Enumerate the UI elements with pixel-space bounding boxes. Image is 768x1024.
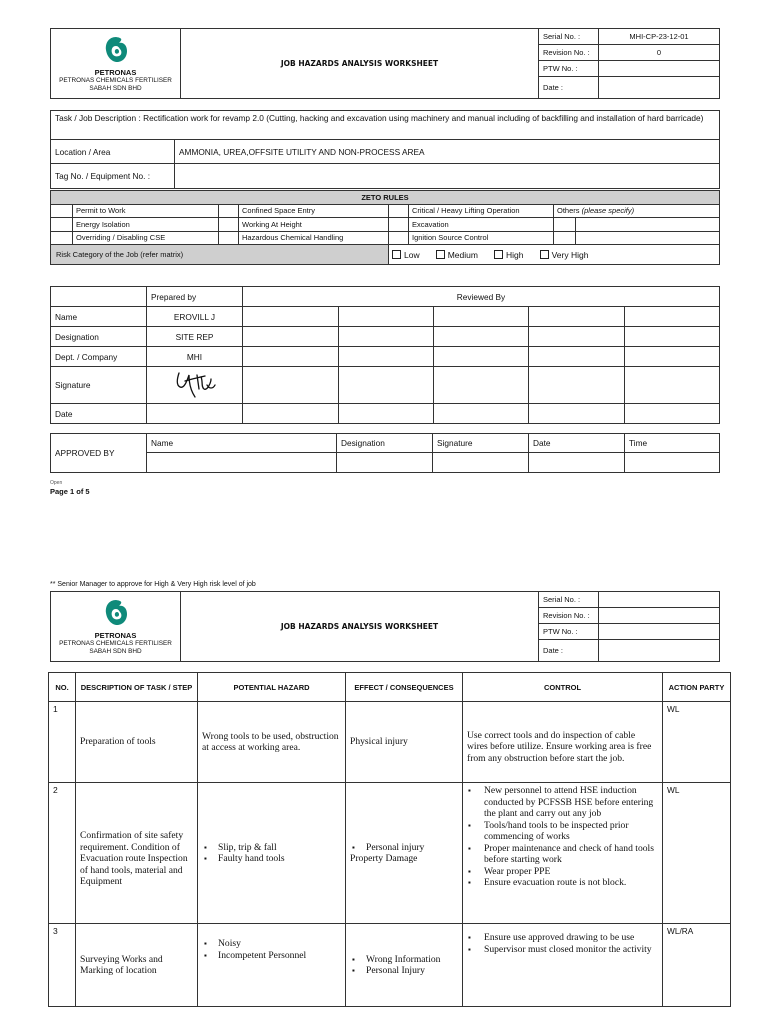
page1-header (50, 28, 720, 99)
risk-option-medium[interactable] (436, 250, 478, 260)
control-item: ▪ Ensure evacuation route is not block. (467, 877, 658, 889)
effect-cell (346, 924, 463, 1007)
ptw-label: PTW No. : (539, 61, 599, 77)
logo-brand-text: PETRONAS (94, 67, 137, 77)
approved-cell[interactable] (147, 453, 337, 473)
effect-cell: Physical injury (346, 702, 463, 783)
zeto-checkbox[interactable] (554, 231, 576, 245)
control-item: ▪ Tools/hand tools to be inspected prior commencing of works (467, 820, 658, 843)
risk-category-options (389, 245, 720, 265)
serial-value: MHI-CP-23-12-01 (599, 29, 720, 45)
approval-note: ** Senior Manager to approve for High & Very High risk level of job (50, 581, 256, 588)
reviewer-cell[interactable] (625, 347, 720, 367)
prepared-name-value: EROVILL J (147, 307, 243, 327)
reviewer-cell[interactable] (625, 327, 720, 347)
zeto-checkbox[interactable] (389, 204, 409, 218)
reviewed-by-header: Reviewed By (243, 287, 720, 307)
zeto-checkbox[interactable] (554, 218, 576, 232)
zeto-rule-others (554, 204, 720, 218)
location-value: AMMONIA, UREA,OFFSITE UTILITY AND NON-PROCESS AREA (175, 140, 720, 164)
row-number: 1 (49, 702, 76, 783)
revision-value: 0 (599, 45, 720, 61)
checkbox-icon (436, 250, 445, 259)
prepared-date-value[interactable] (147, 404, 243, 424)
zeto-others-note: (please specify) (581, 206, 635, 216)
reviewer-cell[interactable] (339, 404, 434, 424)
control-cell: Use correct tools and do inspection of cable wires before utilize. Ensure working area is free from any obstruction before start the job. (463, 702, 663, 783)
page2-header (50, 591, 720, 662)
zeto-rule: Permit to Work (73, 204, 219, 218)
hazard-cell (198, 924, 346, 1007)
zeto-checkbox[interactable] (219, 204, 239, 218)
zeto-rule: Hazardous Chemical Handling (239, 231, 389, 245)
checkbox-icon (494, 250, 503, 259)
designation-label: Designation (51, 327, 147, 347)
risk-option-low[interactable] (392, 250, 420, 260)
task-block (50, 110, 720, 189)
hazard-item: ▪ Faulty hand tools (202, 853, 341, 865)
zeto-row (51, 204, 720, 218)
reviewer-cell[interactable] (339, 327, 434, 347)
company-logo-block (51, 29, 181, 99)
action-party-cell: WL (663, 783, 731, 924)
handwritten-signature-icon (171, 367, 219, 401)
zeto-title: ZETO RULES (51, 191, 720, 205)
approved-cell[interactable] (625, 453, 720, 473)
reviewer-cell[interactable] (434, 307, 529, 327)
control-cell (463, 924, 663, 1007)
zeto-rules-table (50, 190, 720, 265)
zeto-rule: Overriding / Disabling CSE (73, 231, 219, 245)
risk-option-high[interactable] (494, 250, 523, 260)
table-row (49, 924, 731, 1007)
company-logo-block (51, 592, 181, 662)
revision-label: Revision No. : (539, 45, 599, 61)
ptw-value (599, 624, 720, 640)
logo-brand-text: PETRONAS (94, 630, 137, 640)
reviewer-cell[interactable] (529, 327, 625, 347)
classification-label: Open (50, 480, 63, 486)
zeto-rule (576, 218, 720, 232)
location-label: Location / Area (51, 140, 175, 164)
dept-label: Dept. / Company (51, 347, 147, 367)
date-label: Date : (539, 640, 599, 662)
approved-cell[interactable] (337, 453, 433, 473)
corner-cell (51, 287, 147, 307)
zeto-checkbox[interactable] (219, 231, 239, 245)
control-item: ▪ Supervisor must closed monitor the activity (467, 944, 658, 956)
hazard-item: ▪ Noisy (202, 938, 341, 950)
reviewer-cell[interactable] (243, 367, 339, 404)
zeto-rule (576, 231, 720, 245)
revision-label: Revision No. : (539, 608, 599, 624)
zeto-rule: Energy Isolation (73, 218, 219, 232)
company-name-line2: SABAH SDN BHD (89, 647, 142, 655)
zeto-rule: Ignition Source Control (409, 231, 554, 245)
company-name-line1: PETRONAS CHEMICALS FERTILISER (59, 76, 172, 84)
col-header-action-party: ACTION PARTY (663, 673, 731, 702)
zeto-checkbox[interactable] (389, 218, 409, 232)
company-name-line2: SABAH SDN BHD (89, 84, 142, 92)
col-header-control: CONTROL (463, 673, 663, 702)
approved-cell[interactable] (529, 453, 625, 473)
reviewer-cell[interactable] (434, 347, 529, 367)
approved-col-designation: Designation (337, 434, 433, 453)
zeto-row (51, 218, 720, 232)
row-number: 2 (49, 783, 76, 924)
page-title: JOB HAZARDS ANALYSIS WORKSHEET (181, 29, 539, 99)
reviewer-cell[interactable] (529, 404, 625, 424)
risk-category-label: Risk Category of the Job (refer matrix) (51, 245, 389, 265)
approved-col-name: Name (147, 434, 337, 453)
petronas-logo-icon (101, 35, 131, 65)
company-name-line1: PETRONAS CHEMICALS FERTILISER (59, 639, 172, 647)
task-cell: Preparation of tools (76, 702, 198, 783)
zeto-rule: Excavation (409, 218, 554, 232)
checkbox-icon (540, 250, 549, 259)
date-value (599, 77, 720, 99)
tag-value (175, 164, 720, 189)
date-value (599, 640, 720, 662)
prepared-reviewed-table (50, 286, 720, 424)
reviewer-cell[interactable] (434, 404, 529, 424)
effect-cell (346, 783, 463, 924)
zeto-checkbox[interactable] (51, 231, 73, 245)
zeto-checkbox[interactable] (51, 204, 73, 218)
col-header-effect: EFFECT / CONSEQUENCES (346, 673, 463, 702)
col-header-hazard: POTENTIAL HAZARD (198, 673, 346, 702)
action-party-cell: WL/RA (663, 924, 731, 1007)
table-row (49, 702, 731, 783)
prepared-dept-value: MHI (147, 347, 243, 367)
effect-item: ▪ Personal injury (350, 842, 458, 854)
hazard-item: ▪ Incompetent Personnel (202, 950, 341, 962)
row-number: 3 (49, 924, 76, 1007)
zeto-others-label: Others (557, 206, 580, 216)
action-party-cell: WL (663, 702, 731, 783)
hazard-cell (198, 783, 346, 924)
reviewer-cell[interactable] (243, 404, 339, 424)
tag-label: Tag No. / Equipment No. : (51, 164, 175, 189)
reviewer-cell[interactable] (434, 367, 529, 404)
col-header-task: DESCRIPTION OF TASK / STEP (76, 673, 198, 702)
zeto-rule: Critical / Heavy Lifting Operation (409, 204, 554, 218)
task-cell: Confirmation of site safety requirement. Condition of Evacuation route Inspection of hand tools, material and Equipment (76, 783, 198, 924)
effect-extra: Property Damage (350, 853, 418, 864)
control-item: ▪ New personnel to attend HSE induction conducted by PCFSSB HSE before entering the plant and carry out any job (467, 785, 658, 820)
reviewer-cell[interactable] (243, 327, 339, 347)
risk-option-very-high[interactable] (540, 250, 589, 260)
approved-cell[interactable] (433, 453, 529, 473)
hazard-item: ▪ Slip, trip & fall (202, 842, 341, 854)
ptw-value (599, 61, 720, 77)
approved-col-time: Time (625, 434, 720, 453)
serial-label: Serial No. : (539, 592, 599, 608)
approved-by-label: APPROVED BY (51, 434, 147, 473)
risk-option-label: Low (404, 249, 420, 260)
date-label: Date : (539, 77, 599, 99)
risk-option-label: Medium (447, 249, 478, 260)
approved-by-table (50, 433, 720, 473)
effect-item: ▪ Personal Injury (350, 965, 458, 977)
reviewer-cell[interactable] (243, 307, 339, 327)
zeto-rule: Working At Height (239, 218, 389, 232)
approved-col-signature: Signature (433, 434, 529, 453)
petronas-logo-icon (101, 598, 131, 628)
name-label: Name (51, 307, 147, 327)
reviewer-cell[interactable] (243, 347, 339, 367)
prepared-by-header: Prepared by (147, 287, 243, 307)
control-cell (463, 783, 663, 924)
zeto-checkbox[interactable] (51, 218, 73, 232)
ptw-label: PTW No. : (539, 624, 599, 640)
control-item: ▪ Proper maintenance and check of hand tools before starting work (467, 843, 658, 866)
revision-value-blank (599, 608, 720, 624)
hazard-cell: Wrong tools to be used, obstruction at access at working area. (198, 702, 346, 783)
reviewer-cell[interactable] (625, 367, 720, 404)
serial-value-blank (599, 592, 720, 608)
task-cell: Surveying Works and Marking of location (76, 924, 198, 1007)
effect-item: ▪ Wrong Information (350, 954, 458, 966)
page-title: JOB HAZARDS ANALYSIS WORKSHEET (181, 592, 539, 662)
zeto-row (51, 231, 720, 245)
reviewer-cell[interactable] (529, 347, 625, 367)
hazards-table (48, 672, 731, 1007)
reviewer-cell[interactable] (529, 307, 625, 327)
table-row (49, 783, 731, 924)
reviewer-cell[interactable] (625, 307, 720, 327)
task-description: Task / Job Description : Rectification work for revamp 2.0 (Cutting, hacking and excavation using machinery and manual including of backfilling and installation of hard barricade) (51, 111, 720, 140)
zeto-checkbox[interactable] (219, 218, 239, 232)
prepared-designation-value: SITE REP (147, 327, 243, 347)
zeto-checkbox[interactable] (389, 231, 409, 245)
signature-label: Signature (51, 367, 147, 404)
reviewer-cell[interactable] (339, 307, 434, 327)
checkbox-icon (392, 250, 401, 259)
serial-label: Serial No. : (539, 29, 599, 45)
control-item: ▪ Ensure use approved drawing to be use (467, 932, 658, 944)
risk-option-label: Very High (551, 249, 589, 260)
reviewer-cell[interactable] (339, 367, 434, 404)
date-row-label: Date (51, 404, 147, 424)
reviewer-cell[interactable] (529, 367, 625, 404)
approved-col-date: Date (529, 434, 625, 453)
risk-option-label: High (506, 249, 524, 260)
zeto-rule: Confined Space Entry (239, 204, 389, 218)
control-item: ▪ Wear proper PPE (467, 866, 658, 878)
reviewer-cell[interactable] (339, 347, 434, 367)
col-header-no: NO. (49, 673, 76, 702)
page-number: Page 1 of 5 (50, 487, 90, 496)
prepared-signature (147, 367, 243, 404)
reviewer-cell[interactable] (625, 404, 720, 424)
reviewer-cell[interactable] (434, 327, 529, 347)
